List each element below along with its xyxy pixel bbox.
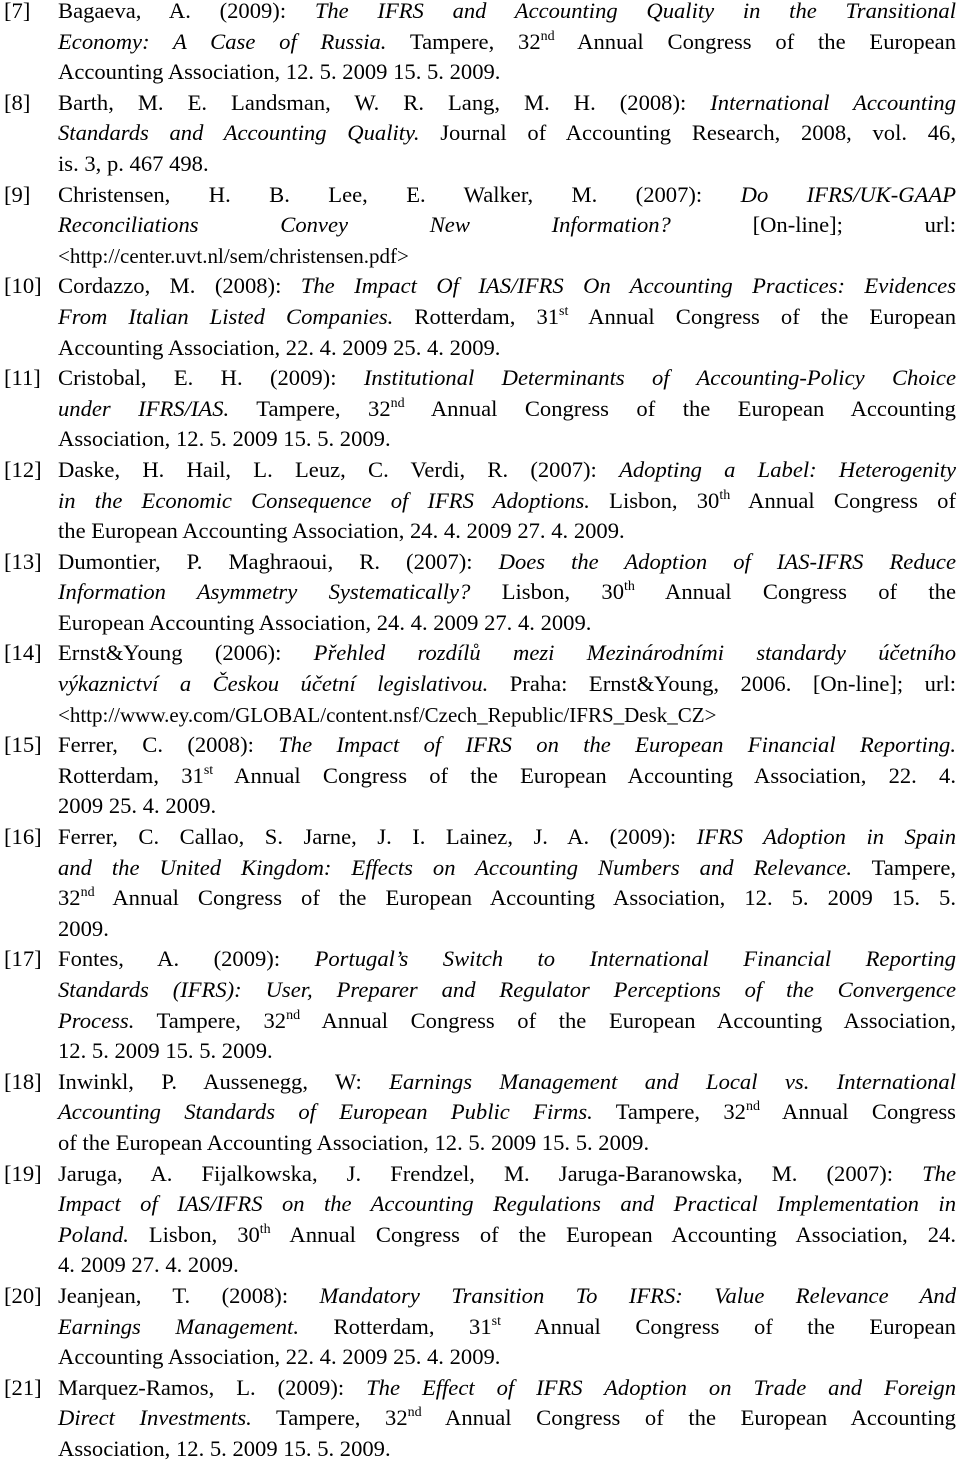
reference-number: [8] [4,89,31,115]
reference-run: Rotterdam, 31 [393,303,560,329]
reference-run: Ernst&Young (2006): [58,640,314,666]
reference-line [58,27,956,58]
reference-line [58,944,956,975]
reference-run: Ferrer, C. (2008): [58,732,279,758]
reference-url: <http://www.ey.com/GLOBAL/content.nsf/Czech_Republic/IFRS_Desk_CZ> [58,702,717,727]
reference-line [58,700,956,731]
reference-run: Bagaeva, A. (2009): [58,0,315,23]
reference-line [58,975,956,1006]
reference-line [58,363,956,394]
reference-line [58,853,956,884]
reference-run: Tampere, 32 [592,1099,746,1125]
reference-line [58,730,956,761]
reference-title: under IFRS/IAS. [58,395,230,421]
reference-line [58,1312,956,1343]
reference-entry [0,944,960,1066]
reference-entry [0,1159,960,1281]
reference-run: Association, 12. 5. 2009 15. 5. 2009. [58,426,391,452]
reference-title: Direct Investments. [58,1405,252,1431]
reference-number: [17] [4,946,42,972]
reference-line [58,394,956,425]
reference-line [58,118,956,149]
reference-line [58,1250,956,1281]
reference-run: Accounting Association, 12. 5. 2009 15. 5. 2009. [58,59,501,85]
reference-title: Economy: A Case of Russia. [58,28,387,54]
reference-title: Adopting a Label: Heterogenity [619,456,956,482]
ordinal-suffix: nd [745,1099,760,1115]
reference-run: Annual Congress of the European Accounting Association, 22. 4. [213,762,956,788]
reference-run: Lisbon, 30 [128,1221,260,1247]
reference-entry [0,1281,960,1373]
reference-line [58,1373,956,1404]
reference-number: [9] [4,181,31,207]
reference-entry [0,1067,960,1159]
reference-line [58,0,956,27]
reference-line [58,57,956,88]
reference-run: Tampere, 32 [386,28,541,54]
reference-line [58,791,956,822]
reference-line [58,1036,956,1067]
reference-text [58,638,960,730]
reference-run: of the European Accounting Association, 12. 5. 2009 15. 5. 2009. [58,1129,650,1155]
reference-line [58,1006,956,1037]
reference-title: and the United Kingdom: Effects on Accounting Numbers and Relevance. [58,854,853,880]
reference-title: International Accounting [710,89,957,115]
reference-title: The Impact Of IAS/IFRS On Accounting Practices: Evidences [300,273,956,299]
reference-text [58,1281,960,1373]
reference-entry [0,822,960,944]
reference-line [58,333,956,364]
ordinal-suffix: nd [390,395,405,411]
reference-text [58,944,960,1066]
reference-run: Cristobal, E. H. (2009): [58,365,364,391]
reference-run: Annual Congress of the European Accounting [404,395,956,421]
reference-run: Tampere, 32 [134,1007,287,1033]
reference-run: Accounting Association, 22. 4. 2009 25. 4. 2009. [58,334,501,360]
reference-run: 32 [58,885,81,911]
reference-line [58,1281,956,1312]
reference-run: Jeanjean, T. (2008): [58,1282,320,1308]
reference-line [58,486,956,517]
reference-title: Does the Adoption of IAS-IFRS Reduce [498,548,956,574]
ordinal-suffix: th [259,1221,271,1237]
reference-line [58,455,956,486]
reference-line [58,638,956,669]
reference-title: Accounting Standards of European Public Firms. [58,1099,593,1125]
reference-title: Standards (IFRS): User, Preparer and Regulator Perceptions of the Convergence [58,977,956,1002]
reference-run: Tampere, 32 [251,1405,408,1431]
reference-run: Association, 12. 5. 2009 15. 5. 2009. [58,1435,391,1461]
reference-run: Annual Congress of the European [554,28,956,54]
reference-line [58,180,956,211]
reference-entry [0,0,960,88]
reference-title: Institutional Determinants of Accounting-Policy Choice [363,365,956,391]
reference-text [58,1159,960,1281]
reference-entry [0,455,960,547]
ordinal-suffix: st [203,762,214,778]
ordinal-suffix: nd [286,1007,301,1023]
reference-line [58,1434,956,1465]
reference-run: Rotterdam, 31 [58,762,204,788]
reference-number: [15] [4,732,42,758]
reference-run: Annual Congress of the European Accounting Association, [300,1007,956,1033]
reference-line [58,1342,956,1373]
ordinal-suffix: nd [540,28,555,44]
reference-line [58,516,956,547]
reference-line [58,302,956,333]
reference-title: Přehled rozdílů mezi Mezinárodními standardy účetního [313,640,956,666]
reference-run: the European Accounting Association, 24. 4. 2009 27. 4. 2009. [58,518,625,544]
reference-text [58,547,960,639]
reference-run: Rotterdam, 31 [298,1313,492,1339]
reference-run: Lisbon, 30 [470,579,625,605]
reference-line [58,822,956,853]
reference-number: [12] [4,456,42,482]
reference-title: The Effect of IFRS Adoption on Trade and Foreign [366,1374,956,1400]
reference-run: Jaruga, A. Fijalkowska, J. Frendzel, M. Jaruga-Baranowska, M. (2007): [58,1160,923,1186]
reference-number: [18] [4,1068,42,1094]
reference-line [58,210,956,241]
reference-text [58,455,960,547]
reference-line [58,1097,956,1128]
ordinal-suffix: nd [407,1405,422,1421]
reference-title: výkaznictví a Českou účetní legislativou. [58,671,489,697]
reference-line [58,577,956,608]
reference-number: [20] [4,1282,42,1308]
reference-run: Daske, H. Hail, L. Leuz, C. Verdi, R. (2007): [58,456,620,482]
reference-entry [0,638,960,730]
ordinal-suffix: st [491,1313,501,1329]
reference-line [58,914,956,945]
reference-text [58,1373,960,1465]
reference-run: Annual Congress of [730,487,956,513]
reference-title: Earnings Management. [58,1313,299,1339]
reference-run: Tampere, 32 [229,395,391,421]
reference-title: Do IFRS/UK-GAAP [740,181,956,207]
reference-run: Barth, M. E. Landsman, W. R. Lang, M. H. (2008): [58,89,711,115]
reference-line [58,88,956,119]
reference-number: [21] [4,1374,42,1400]
reference-title: The Impact of IFRS on the European Financial Reporting. [278,732,956,758]
reference-entry [0,180,960,272]
reference-run: European Accounting Association, 24. 4. 2009 27. 4. 2009. [58,609,592,635]
reference-run: 4. 2009 27. 4. 2009. [58,1252,239,1278]
reference-run: Ferrer, C. Callao, S. Jarne, J. I. Lainez, J. A. (2009): [58,824,697,850]
reference-title: From Italian Listed Companies. [58,303,394,329]
reference-title: Reconciliations Convey New Information? [58,212,671,238]
reference-run: Journal of Accounting Research, 2008, vol. 46, [419,120,956,146]
reference-run: Praha: Ernst&Young, 2006. [On-line]; url: [488,671,956,697]
reference-url: <http://center.uvt.nl/sem/christensen.pdf> [58,243,409,268]
reference-number: [19] [4,1160,42,1186]
reference-run: Annual Congress of the European [501,1313,956,1339]
reference-run: Accounting Association, 22. 4. 2009 25. 4. 2009. [58,1344,501,1370]
reference-line [58,241,956,272]
ordinal-suffix: st [559,303,569,319]
reference-entry [0,730,960,822]
reference-run: Annual Congress of the [634,579,956,605]
reference-text [58,1067,960,1159]
reference-title: The IFRS and Accounting Quality in the Transitional [314,0,956,23]
reference-line [58,883,956,914]
reference-title: Information Asymmetry Systematically? [58,579,471,605]
reference-run: Annual Congress of the European Accounting [421,1405,956,1431]
reference-entry [0,363,960,455]
reference-number: [11] [4,365,41,391]
reference-number: [10] [4,273,42,299]
reference-text [58,363,960,455]
reference-run: is. 3, p. 467 498. [58,150,209,176]
reference-line [58,1189,956,1220]
reference-title: Standards and Accounting Quality. [58,120,420,146]
ordinal-suffix: th [719,487,731,503]
reference-title: IFRS Adoption in Spain [696,824,956,850]
reference-line [58,761,956,792]
reference-line [58,1159,956,1190]
reference-text [58,0,960,88]
reference-run: Inwinkl, P. Aussenegg, W: [58,1068,390,1094]
reference-line [58,547,956,578]
reference-entry [0,1373,960,1465]
reference-text [58,822,960,944]
reference-run: 2009 25. 4. 2009. [58,793,217,819]
reference-run: Fontes, A. (2009): [58,946,315,972]
reference-run: Annual Congress of the European [568,303,956,329]
reference-title: Earnings Management and Local vs. International [389,1068,956,1094]
reference-line [58,424,956,455]
reference-run: Dumontier, P. Maghraoui, R. (2007): [58,548,499,574]
reference-text [58,88,960,180]
reference-run: Tampere, [852,854,956,880]
reference-line [58,1220,956,1251]
reference-title: Mandatory Transition To IFRS: Value Relevance And [319,1282,956,1308]
reference-title: Poland. [58,1221,129,1247]
reference-run: 2009. [58,915,109,941]
reference-run: [On-line]; url: [670,212,956,238]
reference-run: Marquez-Ramos, L. (2009): [58,1374,367,1400]
reference-title: Portugal’s Switch to International Financial Reporting [314,946,956,972]
reference-number: [13] [4,548,42,574]
reference-text [58,271,960,363]
reference-run: Annual Congress [759,1099,956,1125]
reference-line [58,1403,956,1434]
reference-run: Lisbon, 30 [589,487,720,513]
reference-title: The [922,1160,956,1186]
ordinal-suffix: th [624,579,635,595]
reference-run: Annual Congress of the European Accounting Association, 12. 5. 2009 15. 5. [94,885,956,911]
reference-run: Cordazzo, M. (2008): [58,273,301,299]
reference-line [58,271,956,302]
reference-title: in the Economic Consequence of IFRS Adoptions. [58,487,590,513]
reference-title: Process. [58,1007,135,1033]
reference-run: Annual Congress of the European Accounting Association, 24. [270,1221,956,1247]
reference-entry [0,547,960,639]
reference-text [58,730,960,822]
reference-run: 12. 5. 2009 15. 5. 2009. [58,1038,273,1064]
reference-entry [0,271,960,363]
reference-number: [7] [4,0,31,23]
reference-line [58,1067,956,1098]
ordinal-suffix: nd [80,885,95,901]
reference-text [58,180,960,272]
reference-run: Christensen, H. B. Lee, E. Walker, M. (2007): [58,181,741,207]
reference-entry [0,88,960,180]
reference-number: [14] [4,640,42,666]
reference-line [58,669,956,700]
reference-line [58,608,956,639]
reference-line [58,149,956,180]
reference-number: [16] [4,824,42,850]
reference-title: Impact of IAS/IFRS on the Accounting Regulations and Practical Implementation in [58,1191,956,1217]
reference-line [58,1128,956,1159]
